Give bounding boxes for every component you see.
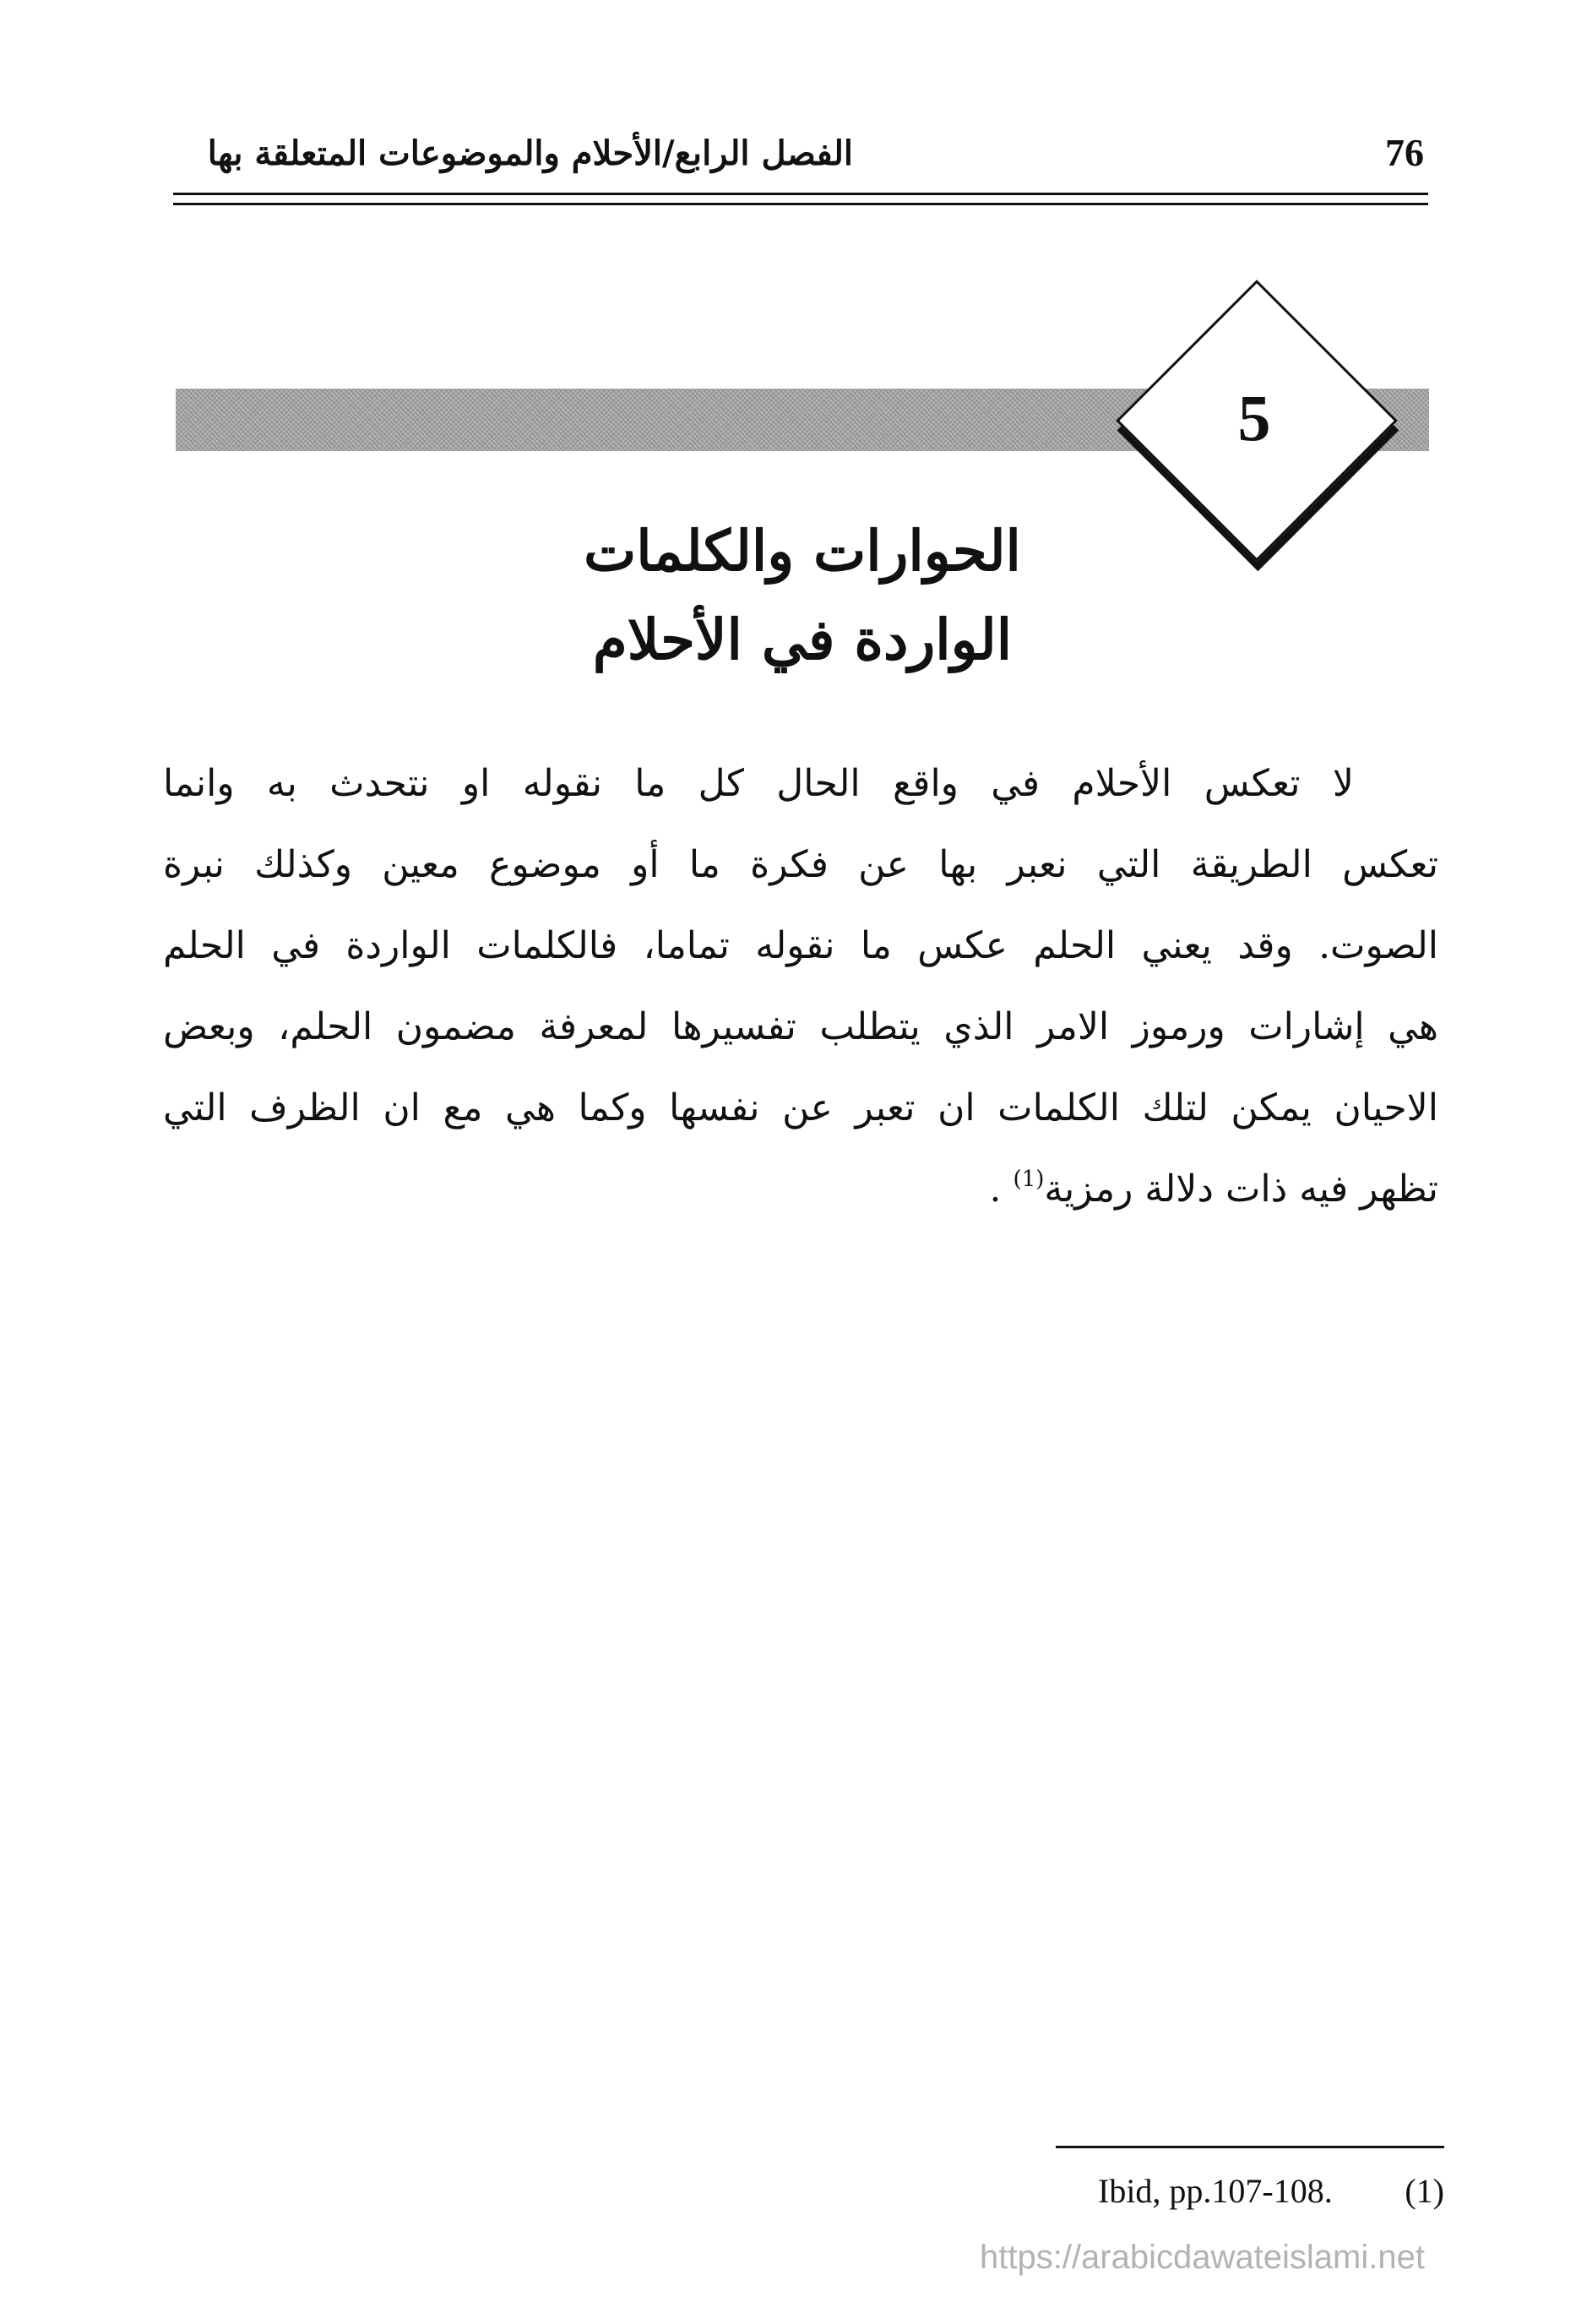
header-rule bbox=[173, 193, 1428, 195]
section-title-line: الحوارات والكلمات bbox=[584, 518, 1021, 584]
body-line: لا تعكس الأحلام في واقع الحال كل ما نقوله او نتحدث به وانما bbox=[163, 762, 1354, 805]
chapter-number: 5 bbox=[1237, 381, 1271, 454]
body-line: الاحيان يمكن لتلك الكلمات ان تعبر عن نفسها وكما هي مع ان الظرف التي bbox=[163, 1086, 1438, 1129]
body-line: تظهر فيه ذات دلالة رمزية bbox=[1044, 1167, 1438, 1211]
running-title: الفصل الرابع/الأحلام والموضوعات المتعلقة بها bbox=[207, 133, 853, 173]
footnote-reference[interactable]: (1) bbox=[1013, 1167, 1045, 1192]
body-paragraph bbox=[163, 743, 1438, 1230]
section-title-line: الواردة في الأحلام bbox=[592, 607, 1013, 672]
header-rule bbox=[173, 203, 1428, 205]
page-number: 76 bbox=[1385, 131, 1424, 174]
footnote-marker: (1) bbox=[1405, 2172, 1444, 2210]
footnote-text: Ibid, pp.107-108. bbox=[1098, 2172, 1333, 2210]
body-line: هي إشارات ورموز الامر الذي يتطلب تفسيرها لمعرفة مضمون الحلم، وبعض bbox=[163, 1005, 1438, 1048]
final-punctuation: . bbox=[989, 1167, 1002, 1211]
body-line: الصوت. وقد يعني الحلم عكس ما نقوله تماما، فالكلمات الواردة في الحلم bbox=[163, 924, 1438, 967]
watermark-url[interactable]: https://arabicdawateislami.net bbox=[980, 2239, 1425, 2276]
body-last-line bbox=[163, 1149, 1438, 1230]
footnote-rule bbox=[1056, 2146, 1444, 2148]
body-line: تعكس الطريقة التي نعبر بها عن فكرة ما أو موضوع معين وكذلك نبرة bbox=[163, 843, 1438, 886]
